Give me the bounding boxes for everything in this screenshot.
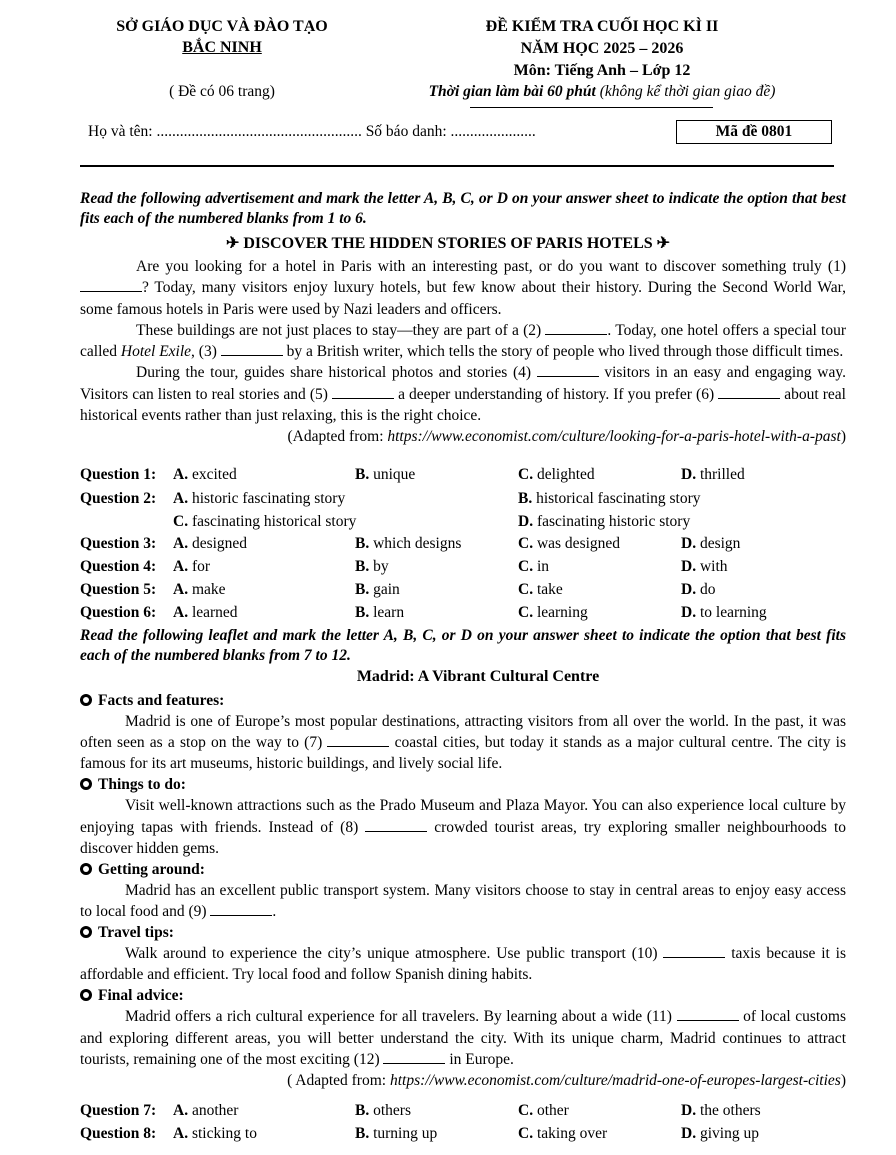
question-label: Question 3: <box>80 535 157 552</box>
answer-option: B. gain <box>355 581 400 598</box>
blank-3 <box>221 342 283 356</box>
time-limit: Thời gian làm bài 60 phút (không kể thời gian giao đề) <box>428 83 776 100</box>
answer-option: B. which designs <box>355 535 462 552</box>
blank-11 <box>677 1007 739 1021</box>
passage-paragraph: These buildings are not just places to stay—they are part of a (2) . Today, one hotel offers a special tour called Hotel Exile, (3) by a British writer, which tells the story of people who lived through those difficult times. <box>80 321 846 361</box>
recycle-icon <box>80 863 92 875</box>
section2-title: Madrid: A Vibrant Cultural Centre <box>356 668 600 685</box>
leaflet-paragraph: Madrid offers a rich cultural experience for all travelers. By learning about a wide (11) of local customs and exploring different areas, you will better understand the city. With its unique charm, Madrid continues to attract tourists, remaining one of the most exciting (12) in Europe. <box>80 1008 846 1068</box>
answer-option: D. to learning <box>681 604 767 621</box>
department-name: SỞ GIÁO DỤC VÀ ĐÀO TẠO <box>116 18 328 35</box>
leaflet-paragraph: Walk around to experience the city’s unique atmosphere. Use public transport (10) taxis because it is affordable and efficient. Try local food and follow Spanish dining habits. <box>80 945 846 984</box>
answer-option: C. fascinating historical story <box>173 513 357 530</box>
leaflet-paragraph: Visit well-known attractions such as the Prado Museum and Plaza Mayor. You can also experience local culture by enjoying tapas with friends. Instead of (8) crowded tourist areas, try exploring smaller neighbourhoods to discover hidden gems. <box>80 797 846 857</box>
question-row <box>80 1100 860 1122</box>
answer-option: C. was designed <box>518 535 621 552</box>
answer-option: C. learning <box>518 604 588 621</box>
blank-12 <box>383 1050 445 1064</box>
recycle-icon <box>80 694 92 706</box>
leaflet-heading: Final advice: <box>80 985 846 1006</box>
question-label: Question 5: <box>80 581 157 598</box>
blank-8 <box>365 818 427 832</box>
answer-option: A. designed <box>173 535 248 552</box>
leaflet-heading: Travel tips: <box>80 922 846 943</box>
pages-note: ( Đề có 06 trang) <box>169 83 275 100</box>
blank-5 <box>332 385 394 399</box>
question-row <box>80 1123 860 1145</box>
answer-option: A. learned <box>173 604 238 621</box>
question-label: Question 7: <box>80 1102 157 1119</box>
blank-2 <box>545 321 607 335</box>
answer-option: B. turning up <box>355 1125 438 1142</box>
recycle-icon <box>80 989 92 1001</box>
answer-option: A. for <box>173 558 211 575</box>
section1-passage <box>80 256 846 448</box>
leaflet-heading: Getting around: <box>80 859 846 880</box>
question-row <box>80 579 860 601</box>
section1-instruction: Read the following advertisement and mark the letter A, B, C, or D on your answer sheet to indicate the option that best fits each of the numbered blanks from 1 to 6. <box>80 190 846 227</box>
question-label: Question 8: <box>80 1125 157 1142</box>
answer-option: D. do <box>681 581 716 598</box>
answer-option: A. historic fascinating story <box>173 490 346 507</box>
source-citation: (Adapted from: https://www.economist.com/culture/looking-for-a-paris-hotel-with-a-past) <box>287 428 846 446</box>
answer-option: D. design <box>681 535 741 552</box>
answer-option: B. learn <box>355 604 405 621</box>
province-name: BẮC NINH <box>182 39 262 56</box>
blank-4 <box>537 363 599 377</box>
question-row <box>80 533 860 555</box>
candidate-info-field: Họ và tên: ..................................................... Số báo danh: ...................... <box>88 123 536 140</box>
question-row <box>80 556 860 578</box>
blank-1 <box>80 278 142 292</box>
answer-option: C. take <box>518 581 563 598</box>
header-divider <box>80 165 834 167</box>
recycle-icon <box>80 926 92 938</box>
answer-option: D. thrilled <box>681 466 745 483</box>
question-row <box>80 602 860 624</box>
leaflet-heading: Things to do: <box>80 774 846 795</box>
answer-option: D. with <box>681 558 728 575</box>
answer-option: C. taking over <box>518 1125 608 1142</box>
question-row <box>80 488 860 510</box>
question-row-continued <box>80 511 860 533</box>
leaflet-paragraph: Madrid is one of Europe’s most popular destinations, attracting visitors from all over the world. In the past, it was often seen as a stop on the way to (7) coastal cities, but today it stands as a major cultural centre. The city is famous for its art museums, historic buildings, and lively social life. <box>80 713 846 773</box>
passage-paragraph: Are you looking for a hotel in Paris with an interesting past, or do you want to discover something truly (1) ? Today, many visitors enjoy luxury hotels, but few know about their history. During the Second World War, some famous hotels in Paris were used by Nazi leaders and officers. <box>80 258 846 318</box>
exam-code-box: Mã đề 0801 <box>676 120 832 144</box>
leaflet-heading: Facts and features: <box>80 690 846 711</box>
answer-option: C. in <box>518 558 550 575</box>
answer-option: A. make <box>173 581 226 598</box>
blank-6 <box>718 385 780 399</box>
answer-option: A. another <box>173 1102 239 1119</box>
answer-option: D. fascinating historic story <box>518 513 691 530</box>
blank-9 <box>210 902 272 916</box>
blank-10 <box>663 944 725 958</box>
answer-option: A. sticking to <box>173 1125 257 1142</box>
source-citation: ( Adapted from: https://www.economist.com/culture/madrid-one-of-europes-largest-cities) <box>287 1071 846 1089</box>
section2-passage <box>80 690 846 1091</box>
answer-option: B. historical fascinating story <box>518 490 701 507</box>
answer-option: D. the others <box>681 1102 761 1119</box>
header-rule <box>470 107 713 108</box>
recycle-icon <box>80 778 92 790</box>
answer-option: A. excited <box>173 466 237 483</box>
blank-7 <box>327 733 389 747</box>
answer-option: B. by <box>355 558 389 575</box>
answer-option: C. other <box>518 1102 569 1119</box>
question-label: Question 1: <box>80 466 157 483</box>
section1-title: ✈ DISCOVER THE HIDDEN STORIES OF PARIS HOTELS ✈ <box>225 235 671 252</box>
question-label: Question 2: <box>80 490 157 507</box>
question-label: Question 6: <box>80 604 157 621</box>
leaflet-paragraph: Madrid has an excellent public transport system. Many visitors choose to stay in central areas to enjoy easy access to local food and (9) . <box>80 881 846 920</box>
question-label: Question 4: <box>80 558 157 575</box>
school-year: NĂM HỌC 2025 – 2026 <box>520 40 684 57</box>
section2-instruction: Read the following leaflet and mark the letter A, B, C, or D on your answer sheet to indicate the option that best fits each of the numbered blanks from 7 to 12. <box>80 627 846 664</box>
answer-option: D. giving up <box>681 1125 759 1142</box>
exam-title: ĐỀ KIỂM TRA CUỐI HỌC KÌ II <box>485 18 719 35</box>
passage-paragraph: During the tour, guides share historical photos and stories (4) visitors in an easy and engaging way. Visitors can listen to real stories and (5) a deeper understanding of history. If you prefer (6) about real historical events rather than just relaxing, this is the right choice. <box>80 364 846 425</box>
answer-option: B. others <box>355 1102 411 1119</box>
answer-option: C. delighted <box>518 466 595 483</box>
subject: Môn: Tiếng Anh – Lớp 12 <box>513 62 691 79</box>
question-row <box>80 464 860 486</box>
answer-option: B. unique <box>355 466 416 483</box>
